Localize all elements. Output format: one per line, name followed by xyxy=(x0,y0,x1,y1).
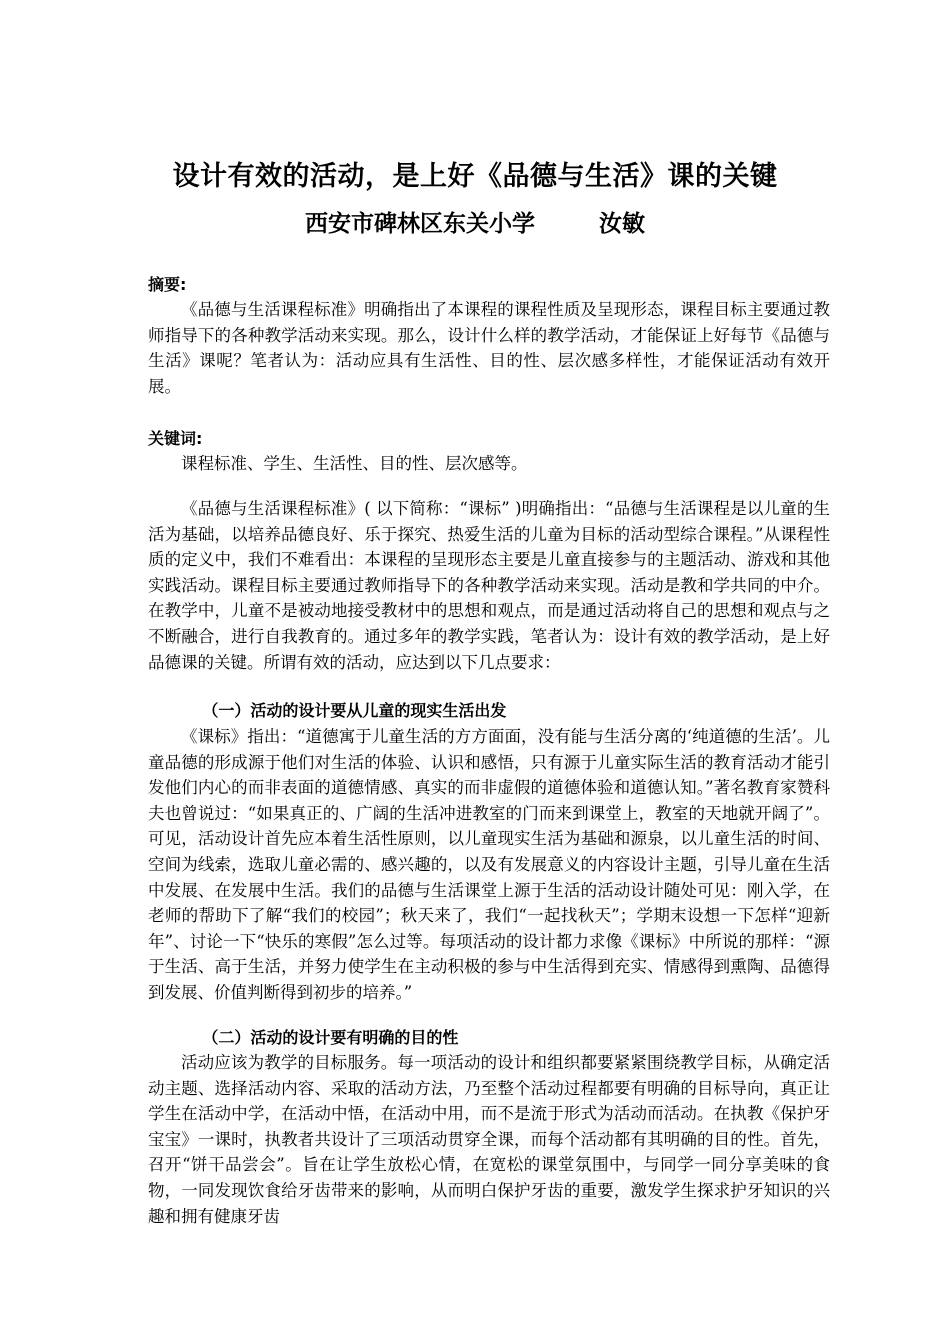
keywords-label xyxy=(148,426,830,452)
author-line: 西安市碑林区东关小学 汝敏 xyxy=(304,211,646,237)
section-1-paragraph: 《课标》指出：“道德寓于儿童生活的方方面面，没有能与生活分离的‘纯道德的生活’。儿童品德的形成源于他们对生活的体验、认识和感悟，只有源于儿童实际生活的教育活动才能引发他们内心的而非表面的道德情感、真实的而非虚假的道德体验和道德认知。”著名教育家赞科夫也曾说过：“如果真正的、广阔的生活冲进教室的门而来到课堂上，教室的天地就开阔了”。可见，活动设计首先应本着生活性原则，以儿童现实生活为基础和源泉，以儿童生活的时间、空间为线索，选取儿童必需的、感兴趣的，以及有发展意义的内容设计主题，引导儿童在生活中发展、在发展中生活。我们的品德与生活课堂上源于生活的活动设计随处可见：刚入学，在老师的帮助下了解“我们的校园”；秋天来了，我们“一起找秋天”；学期末设想一下怎样“迎新年”、讨论一下“快乐的寒假”怎么过等。每项活动的设计都力求像《课标》中所说的那样：“源于生活、高于生活，并努力使学生在主动积极的参与中生活得到充实、情感得到熏陶、品德得到发展、价值判断得到初步的培养。” xyxy=(148,727,830,1002)
keywords-paragraph: 课程标准、学生、生活性、目的性、层次感等。 xyxy=(181,454,528,473)
abstract-label-text: 摘要: xyxy=(148,275,187,294)
section-2-heading: （二）活动的设计要有明确的目的性 xyxy=(202,1028,459,1047)
intro-paragraph: 《品德与生活课程标准》( 以下简称：“课标” )明确指出：“品德与生活课程是以儿童的生活为基础，以培养品德良好、乐于探究、热爱生活的儿童为目标的活动型综合课程。”从课程性质的定义中，我们不难看出：本课程的呈现形态主要是儿童直接参与的主题活动、游戏和其他实践活动。课程目标主要通过教师指导下的各种教学活动来实现。活动是教和学共同的中介。在教学中，儿童不是被动地接受教材中的思想和观点，而是通过活动将自己的思想和观点与之不断融合，进行自我教育的。通过多年的教学实践，笔者认为：设计有效的教学活动，是上好品德课的关键。所谓有效的活动，应达到以下几点要求： xyxy=(148,499,830,672)
keywords-label-text: 关键词: xyxy=(148,429,203,448)
section-1-heading: （一）活动的设计要从儿童的现实生活出发 xyxy=(202,701,507,720)
document-title: 设计有效的活动，是上好《品德与生活》课的关键 xyxy=(172,161,778,192)
section-2-paragraph: 活动应该为教学的目标服务。每一项活动的设计和组织都要紧紧围绕教学目标，从确定活动主题、选择活动内容、采取的活动方法，乃至整个活动过程都要有明确的目标导向，真正让学生在活动中学，在活动中悟，在活动中用，而不是流于形式为活动而活动。在执教《保护牙宝宝》一课时，执教者共设计了三项活动贯穿全课，而每个活动都有其明确的目的性。首先，召开“饼干品尝会”。旨在让学生放松心情，在宽松的课堂氛围中，与同学一同分享美味的食物，一同发现饮食给牙齿带来的影响，从而明白保护牙齿的重要，激发学生探求护牙知识的兴趣和拥有健康牙齿 xyxy=(148,1053,830,1226)
abstract-label xyxy=(148,272,830,298)
abstract-paragraph: 《品德与生活课程标准》明确指出了本课程的课程性质及呈现形态，课程目标主要通过教师指导下的各种教学活动来实现。那么，设计什么样的教学活动，才能保证上好每节《品德与生活》课呢？笔者认为：活动应具有生活性、目的性、层次感多样性，才能保证活动有效开展。 xyxy=(148,300,830,396)
